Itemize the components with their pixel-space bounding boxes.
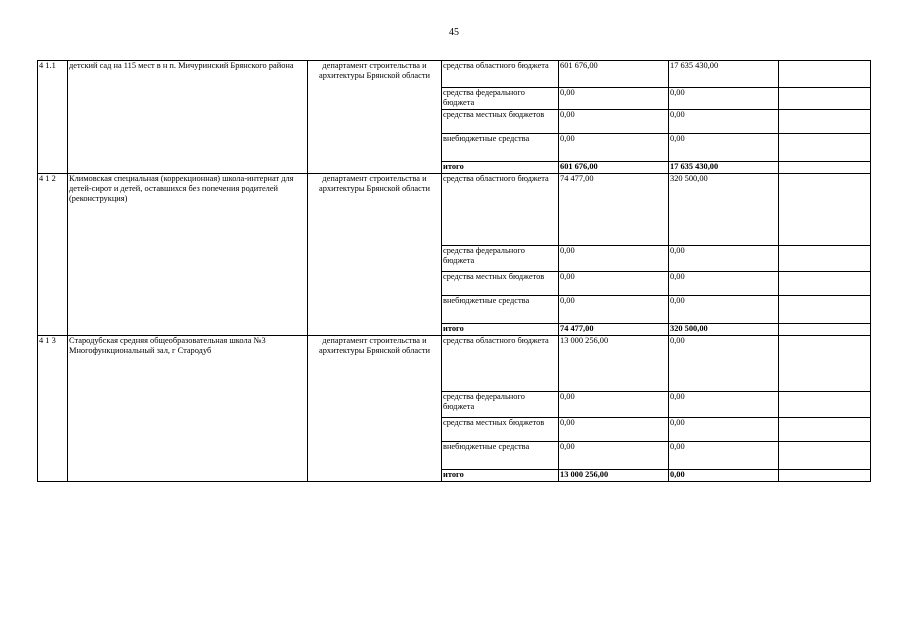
project-executor (308, 336, 442, 482)
empty-cell (779, 418, 871, 442)
table-row (38, 336, 871, 392)
empty-cell (779, 174, 871, 246)
amount-col-2: 0,00 (669, 246, 779, 272)
amount-col-1: 0,00 (559, 246, 669, 272)
funding-source: внебюджетные средства (442, 134, 559, 162)
project-name: Стародубская средняя общеобразовательная школа №3 Многофункциональный зал, г Стародуб (68, 336, 308, 482)
empty-cell (779, 442, 871, 470)
budget-table (37, 60, 871, 482)
funding-source: средства местных бюджетов (442, 110, 559, 134)
page-number: 45 (449, 27, 459, 38)
funding-source: средства областного бюджета (442, 336, 559, 392)
total-label: итого (442, 324, 559, 336)
amount-col-1: 0,00 (559, 88, 669, 110)
amount-col-1: 13 000 256,00 (559, 336, 669, 392)
empty-cell (779, 392, 871, 418)
executor-line-1: департамент строительства и (322, 61, 427, 70)
empty-cell (779, 61, 871, 88)
empty-cell (779, 336, 871, 392)
total-label: итого (442, 470, 559, 482)
table-body (38, 61, 871, 482)
amount-col-1: 0,00 (559, 392, 669, 418)
project-number: 4 1.1 (38, 61, 68, 174)
amount-col-2: 0,00 (669, 134, 779, 162)
project-name: Климовская специальная (коррекционная) школа-интернат для детей-сирот и детей, оставшихся без попечения родителей (реконструкция) (68, 174, 308, 336)
empty-cell (779, 88, 871, 110)
amount-col-2: 0,00 (669, 296, 779, 324)
amount-col-2: 17 635 430,00 (669, 61, 779, 88)
funding-source: средства федерального бюджета (442, 88, 559, 110)
amount-col-1: 0,00 (559, 272, 669, 296)
amount-col-1: 0,00 (559, 442, 669, 470)
amount-col-1: 74 477,00 (559, 174, 669, 246)
empty-cell (779, 272, 871, 296)
funding-source: средства федерального бюджета (442, 392, 559, 418)
amount-col-2: 0,00 (669, 442, 779, 470)
amount-col-1: 0,00 (559, 296, 669, 324)
funding-source: средства областного бюджета (442, 174, 559, 246)
project-number: 4 1 2 (38, 174, 68, 336)
funding-source: внебюджетные средства (442, 296, 559, 324)
amount-col-2: 320 500,00 (669, 174, 779, 246)
table-row (38, 174, 871, 246)
amount-col-1: 0,00 (559, 110, 669, 134)
project-name: детский сад на 115 мест в н п. Мичуринский Брянского района (68, 61, 308, 174)
amount-col-1: 601 676,00 (559, 162, 669, 174)
table-row (38, 61, 871, 88)
project-executor (308, 61, 442, 174)
empty-cell (779, 134, 871, 162)
project-number: 4 1 3 (38, 336, 68, 482)
empty-cell (779, 110, 871, 134)
executor-line-2: архитектуры Брянской области (318, 71, 430, 80)
funding-source: средства областного бюджета (442, 61, 559, 88)
total-label: итого (442, 162, 559, 174)
amount-col-2: 320 500,00 (669, 324, 779, 336)
empty-cell (779, 162, 871, 174)
amount-col-1: 0,00 (559, 134, 669, 162)
executor-line-2: архитектуры Брянской области (318, 346, 430, 355)
amount-col-2: 0,00 (669, 272, 779, 296)
amount-col-2: 0,00 (669, 392, 779, 418)
amount-col-1: 74 477,00 (559, 324, 669, 336)
amount-col-2: 0,00 (669, 88, 779, 110)
amount-col-2: 0,00 (669, 336, 779, 392)
amount-col-2: 0,00 (669, 110, 779, 134)
executor-line-1: департамент строительства и (322, 336, 427, 345)
funding-source: средства местных бюджетов (442, 272, 559, 296)
funding-source: средства местных бюджетов (442, 418, 559, 442)
funding-source: внебюджетные средства (442, 442, 559, 470)
funding-source: средства федерального бюджета (442, 246, 559, 272)
amount-col-2: 0,00 (669, 418, 779, 442)
empty-cell (779, 470, 871, 482)
amount-col-1: 0,00 (559, 418, 669, 442)
amount-col-1: 13 000 256,00 (559, 470, 669, 482)
empty-cell (779, 246, 871, 272)
amount-col-2: 0,00 (669, 470, 779, 482)
empty-cell (779, 296, 871, 324)
empty-cell (779, 324, 871, 336)
amount-col-2: 17 635 430,00 (669, 162, 779, 174)
project-executor (308, 174, 442, 336)
executor-line-2: архитектуры Брянской области (318, 184, 430, 193)
executor-line-1: департамент строительства и (322, 174, 427, 183)
amount-col-1: 601 676,00 (559, 61, 669, 88)
